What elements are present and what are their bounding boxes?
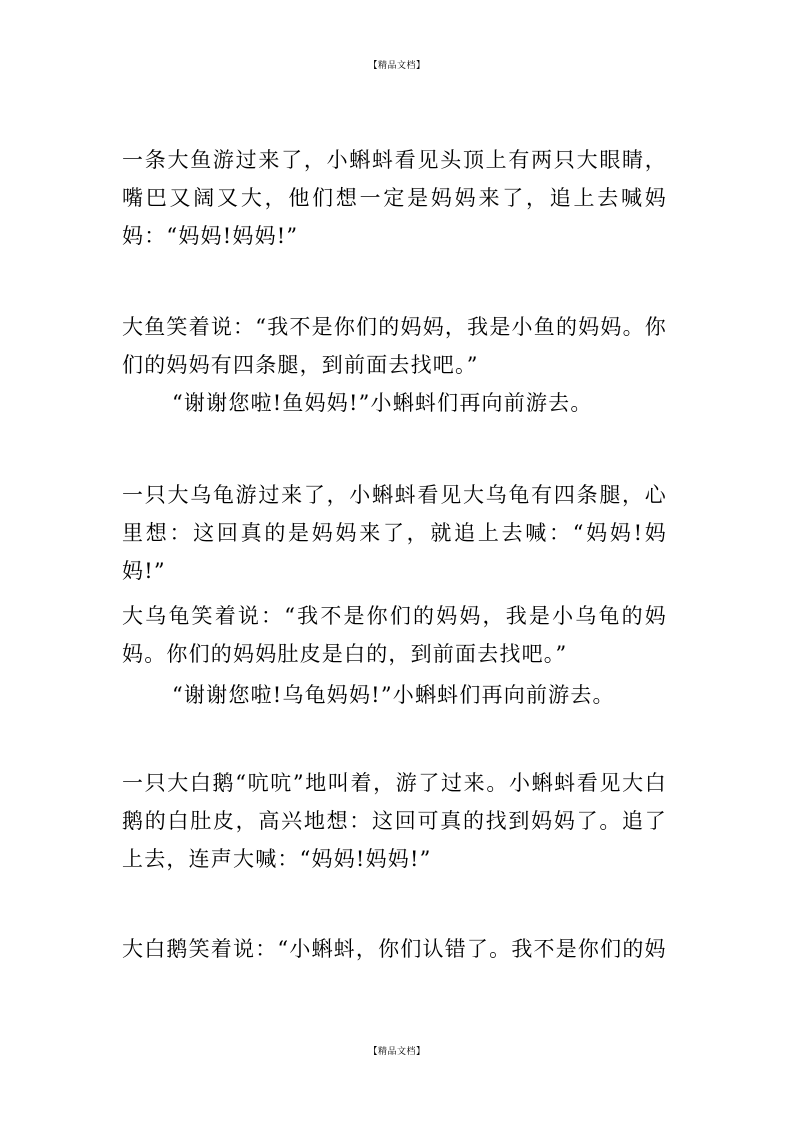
paragraph-thanks-turtle: “谢谢您啦!乌龟妈妈!”小蝌蚪们再向前游去。 xyxy=(172,683,615,707)
paragraph-big-fish: 一条大鱼游过来了，小蝌蚪看见头顶上有两只大眼睛，嘴巴又阔又大，他们想一定是妈妈来了，追上去喊妈妈：“妈妈!妈妈!” xyxy=(122,148,667,248)
paragraph-fish-reply: 大鱼笑着说：“我不是你们的妈妈，我是小鱼的妈妈。你们的妈妈有四条腿，到前面去找吧。” xyxy=(122,315,667,377)
paragraph-big-goose: 一只大白鹅“吭吭”地叫着，游了过来。小蝌蚪看见大白鹅的白肚皮，高兴地想：这回可真的找到妈妈了。追了上去，连声大喊：“妈妈!妈妈!” xyxy=(122,771,667,871)
page-footer: 【精品文档】 xyxy=(368,1047,426,1057)
paragraph-goose-reply: 大白鹅笑着说：“小蝌蚪，你们认错了。我不是你们的妈 xyxy=(122,937,667,961)
paragraph-big-turtle: 一只大乌龟游过来了，小蝌蚪看见大乌龟有四条腿，心里想：这回真的是妈妈来了，就追上去喊：“妈妈!妈妈!” xyxy=(122,483,667,583)
paragraph-thanks-fish: “谢谢您啦!鱼妈妈!”小蝌蚪们再向前游去。 xyxy=(172,391,593,415)
page-header: 【精品文档】 xyxy=(368,61,426,71)
paragraph-turtle-reply: 大乌龟笑着说：“我不是你们的妈妈，我是小乌龟的妈妈。你们的妈妈肚皮是白的，到前面去找吧。” xyxy=(122,604,667,666)
